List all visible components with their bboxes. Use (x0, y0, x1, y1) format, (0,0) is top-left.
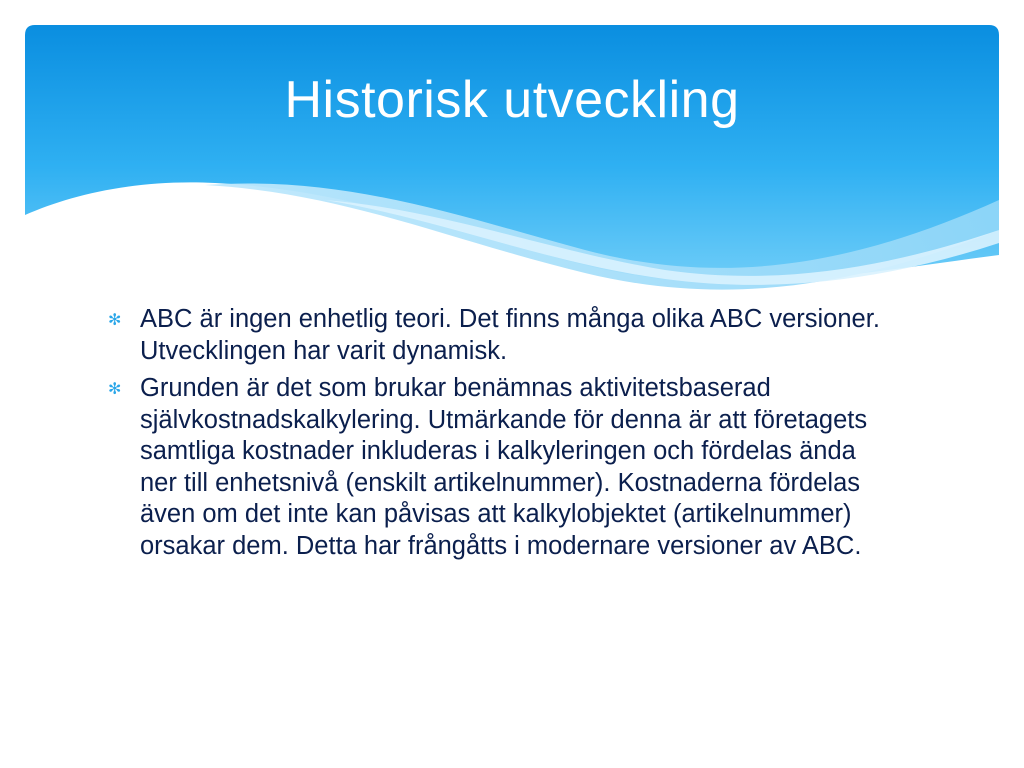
wave-banner-graphic (25, 25, 999, 295)
bullet-text: Grunden är det som brukar benämnas aktivitetsbaserad självkostnadskalkylering. Utmärkande för denna är att företagets samtliga kostnader inkluderas i kalkyleringen och fördelas ända ner till enhetsnivå (enskilt artikelnummer). Kostnaderna fördelas även om det inte kan påvisas att kalkylobjektet (artikelnummer) orsakar dem. Detta har frångåtts i modernare versioner av ABC. (140, 374, 868, 560)
bullet-item (108, 304, 898, 367)
bullet-list (108, 304, 898, 562)
asterisk-bullet-icon: ✻ (108, 379, 122, 398)
bullet-text: ABC är ingen enhetlig teori. Det finns många olika ABC versioner. Utvecklingen har varit dynamisk. (140, 305, 880, 365)
content-area (108, 304, 898, 568)
asterisk-bullet-icon: ✻ (108, 310, 122, 329)
header-banner (25, 25, 999, 295)
slide-title: Historisk utveckling (284, 71, 740, 129)
bullet-item (108, 373, 898, 562)
